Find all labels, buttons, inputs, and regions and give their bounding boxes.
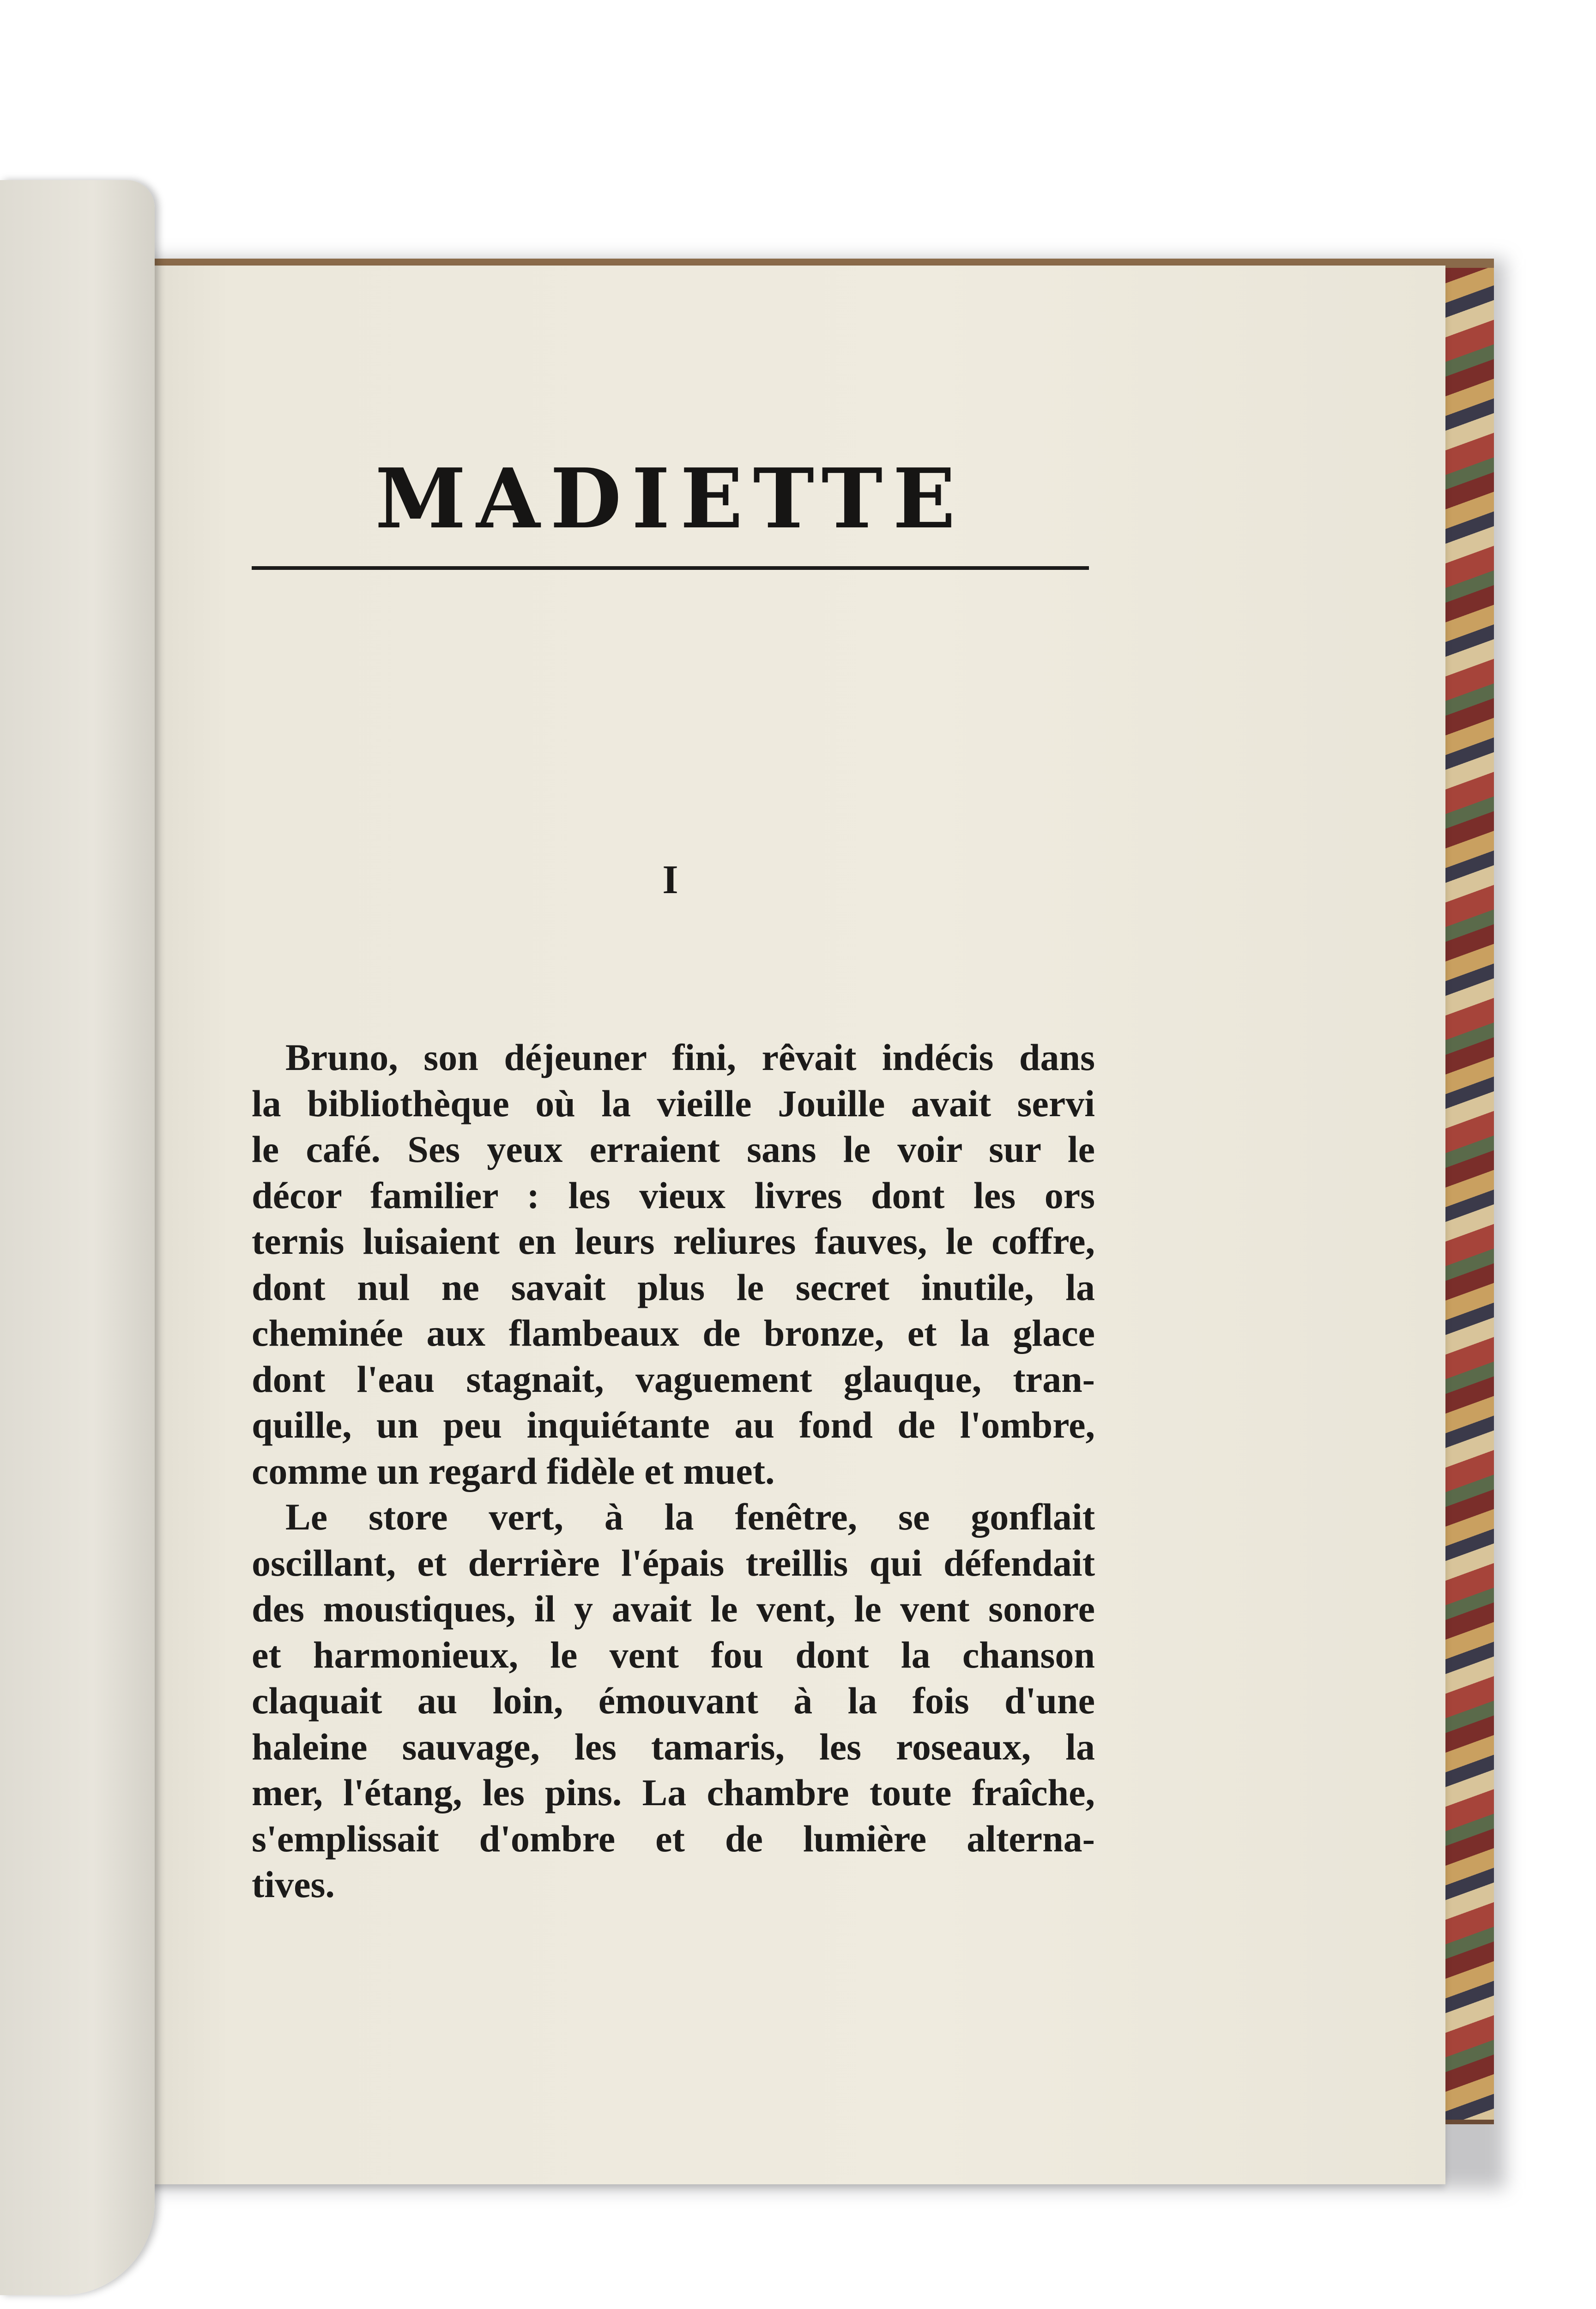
- text-line: dont nul ne savait plus le secret inutile, la: [252, 1266, 1095, 1308]
- text-line: tives.: [252, 1863, 335, 1905]
- text-line: claquait au loin, émouvant à la fois d'une: [252, 1680, 1095, 1722]
- text-line: le café. Ses yeux erraient sans le voir sur le: [252, 1128, 1095, 1170]
- title-rule: [252, 566, 1089, 570]
- text-line: dont l'eau stagnait, vaguement glauque, tran-: [252, 1358, 1095, 1400]
- text-line: quille, un peu inquiétante au fond de l'ombre,: [252, 1404, 1095, 1446]
- page-title: MADIETTE: [375, 450, 966, 547]
- body-text: [252, 1034, 1095, 1908]
- chapter-number: I: [662, 858, 678, 902]
- text-line: la bibliothèque où la vieille Jouille avait servi: [252, 1082, 1095, 1124]
- text-line: cheminée aux flambeaux de bronze, et la glace: [252, 1312, 1095, 1354]
- text-line: décor familier : les vieux livres dont les ors: [252, 1174, 1095, 1216]
- text-line: oscillant, et derrière l'épais treillis qui défendait: [252, 1541, 1095, 1584]
- text-line: Bruno, son déjeuner fini, rêvait indécis dans: [285, 1036, 1095, 1078]
- text-line: ternis luisaient en leurs reliures fauves, le coffre,: [252, 1220, 1095, 1262]
- text-line: mer, l'étang, les pins. La chambre toute fraîche,: [252, 1771, 1095, 1813]
- text-line: Le store vert, à la fenêtre, se gonflait: [285, 1496, 1095, 1538]
- text-line: comme un regard fidèle et muet.: [252, 1450, 775, 1492]
- text-line: s'emplissait d'ombre et de lumière alterna-: [252, 1817, 1095, 1860]
- left-page: [0, 180, 155, 2295]
- text-line: et harmonieux, le vent fou dont la chanson: [252, 1633, 1095, 1676]
- text-line: des moustiques, il y avait le vent, le vent sonore: [252, 1588, 1095, 1630]
- text-line: haleine sauvage, les tamaris, les roseaux, la: [252, 1725, 1095, 1768]
